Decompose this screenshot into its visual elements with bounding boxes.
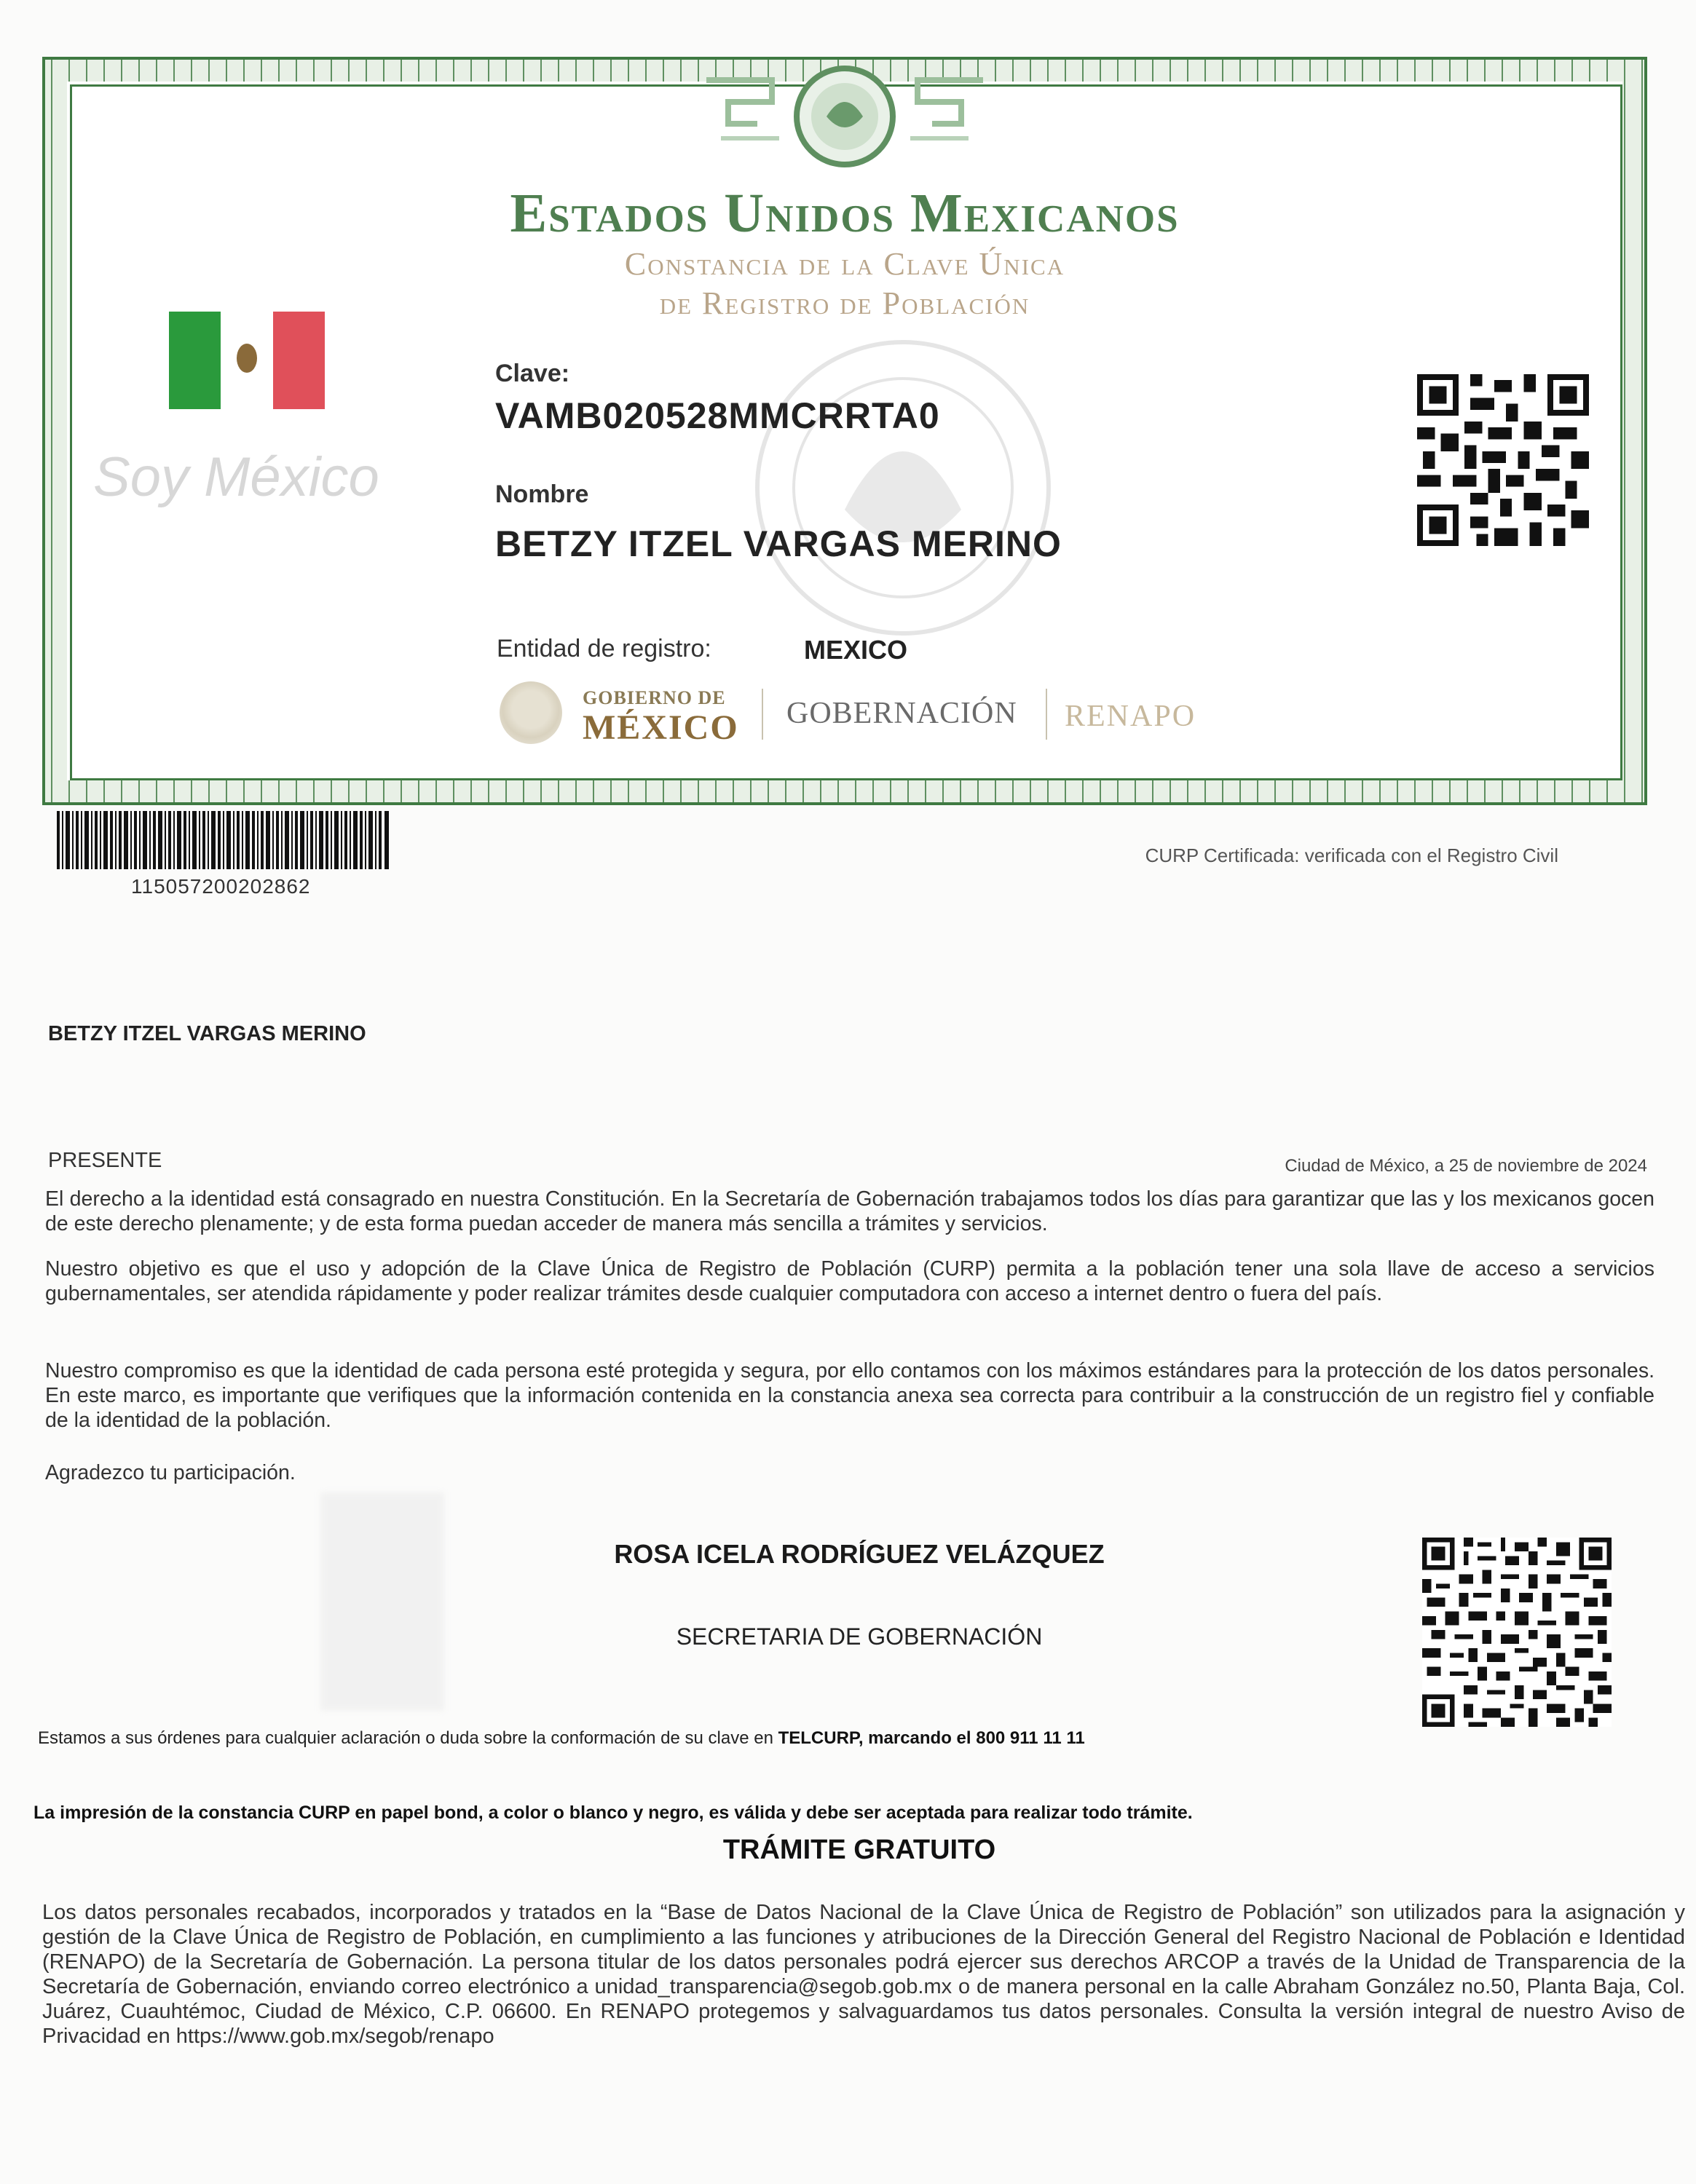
entidad-value: MEXICO xyxy=(804,635,908,665)
nombre-value: BETZY ITZEL VARGAS MERINO xyxy=(495,523,1062,564)
certificate-subtitle-line1: Constancia de la Clave Única xyxy=(624,246,1065,282)
clave-label: Clave: xyxy=(495,360,570,387)
letter-paragraph-4: Agradezco tu participación. xyxy=(45,1461,296,1484)
letter-paragraph-1: El derecho a la identidad está consagrado en nuestra Constitución. En la Secretaría de Gobernación trabajamos todos los días para garantizar que las y los mexicanos gocen de este derecho plenamente; y de esta forma puedan acceder de manera más sencilla a trámites y servicios. xyxy=(45,1187,1654,1235)
soy-mexico-watermark: Soy México xyxy=(93,446,379,508)
presente-label: PRESENTE xyxy=(48,1149,162,1172)
mexico-flag-icon xyxy=(169,312,325,409)
recipient-name: BETZY ITZEL VARGAS MERINO xyxy=(48,1022,366,1045)
nombre-label: Nombre xyxy=(495,480,589,508)
impresion-note: La impresión de la constancia CURP en papel bond, a color o blanco y negro, es válida y debe ser aceptada para realizar todo trámite. xyxy=(33,1803,1193,1823)
qr-code-icon xyxy=(1417,374,1589,546)
letter-paragraph-2: Nuestro objetivo es que el uso y adopción de la Clave Única de Registro de Población (CURP) permita a la población tener una sola llave de acceso a servicios gubernamentales, ser atendida rápidamente y poder realizar trámites desde cualquier computadora con acceso a internet dentro o fuera del país. xyxy=(45,1257,1654,1305)
gobierno-de-logo-text: GOBIERNO DE xyxy=(583,687,726,708)
signer-title: SECRETARIA DE GOBERNACIÓN xyxy=(676,1623,1043,1650)
gobierno-seal-icon xyxy=(500,681,562,744)
letter-date: Ciudad de México, a 25 de noviembre de 2024 xyxy=(1285,1156,1647,1176)
renapo-logo: RENAPO xyxy=(1065,700,1196,733)
privacy-notice: Los datos personales recabados, incorporados y tratados en la “Base de Datos Nacional de la Clave Única de Registro de Población” son utilizados para la asignación y gestión de la Clave Única de Registro de Población, en cumplimiento a las funciones y atribuciones de la Dirección General del Registro Nacional de Población e Identidad (RENAPO) de la Secretaría de Gobernación. La persona titular de los datos personales podrá ejercer sus derechos ARCOP a través de la Unidad de Transparencia de la Secretaría de Gobernación, enviando correo electrónico a unidad_transparencia@segob.gob.mx o de manera personal en la calle Abraham González no.50, Planta Baja, Col. Juárez, Cuauhtémoc, Ciudad de México, C.P. 06600. En RENAPO protegemos y salvaguardamos tus datos personales. Consulta la versión integral de nuestro Aviso de Privacidad en https://www.gob.mx/segob/renapo xyxy=(42,1901,1685,2048)
telcurp-note xyxy=(38,1728,1085,1749)
telcurp-phone: TELCURP, marcando el 800 911 11 11 xyxy=(778,1728,1085,1748)
seal-watermark-icon xyxy=(743,320,1063,655)
barcode-icon xyxy=(57,811,389,869)
tramite-gratuito: TRÁMITE GRATUITO xyxy=(722,1835,996,1865)
curp-certified-note: CURP Certificada: verificada con el Registro Civil xyxy=(1145,844,1558,866)
certificate-subtitle-line2: de Registro de Población xyxy=(659,285,1030,321)
telcurp-text: Estamos a sus órdenes para cualquier aclaración o duda sobre la conformación de su clave en xyxy=(38,1728,778,1748)
letter-paragraph-3: Nuestro compromiso es que la identidad de cada persona esté protegida y segura, por ello contamos con los máximos estándares para la protección de los datos personales. En este marco, es importante que verifiques que la información contenida en la constancia anexa sea correcta para contribuir a la construcción de un registro fiel y confiable de la identidad de la población. xyxy=(45,1359,1654,1432)
entidad-label: Entidad de registro: xyxy=(497,635,711,662)
logo-separator xyxy=(1046,689,1047,740)
clave-value: VAMB020528MMCRRTA0 xyxy=(495,395,940,436)
signer-name: ROSA ICELA RODRÍGUEZ VELÁZQUEZ xyxy=(614,1539,1105,1569)
mexico-logo-text: MÉXICO xyxy=(583,708,739,747)
qr-code-icon xyxy=(1416,1538,1618,1727)
barcode-number: 115057200202862 xyxy=(131,875,311,898)
faded-stamp xyxy=(320,1492,444,1711)
logo-separator xyxy=(762,689,763,740)
national-emblem-icon xyxy=(677,66,1012,175)
certificate-title: Estados Unidos Mexicanos xyxy=(510,183,1180,244)
gobernacion-logo: GOBERNACIÓN xyxy=(786,697,1017,730)
